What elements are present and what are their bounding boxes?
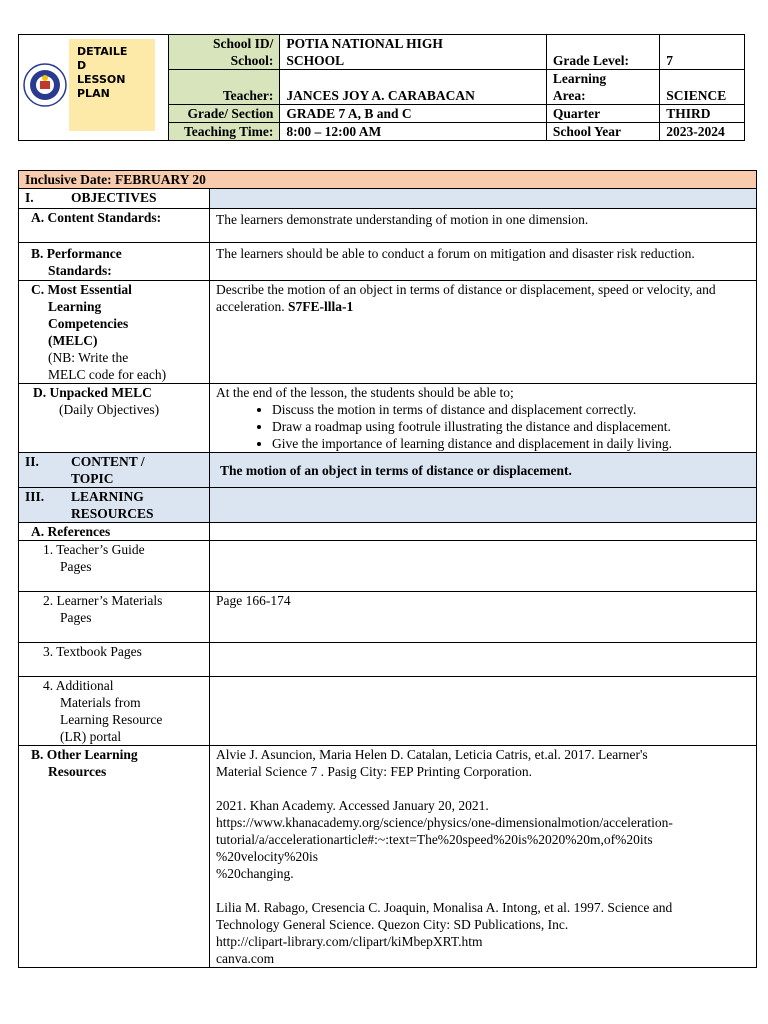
header-table (18, 34, 745, 141)
school-label: School ID/ School: (169, 35, 280, 70)
references-label: A. References (19, 523, 210, 541)
ref-additional-materials-label: 4. Additional Materials from Learning Resource (LR) portal (19, 677, 210, 746)
grade-section-value: GRADE 7 A, B and C (280, 105, 547, 123)
inclusive-date: Inclusive Date: FEBRUARY 20 (19, 171, 757, 189)
reference-entry: 2021. Khan Academy. Accessed January 20, 2021. https://www.khanacademy.org/science/physics/one-dimensionalmotion/acceleration- tutorial/a/accelerationarticle#:~:text=The%20speed%20is%2020%20m,of%20its %20velocity%20is %20changing. (216, 798, 673, 881)
ref-textbook-label: 3. Textbook Pages (19, 643, 210, 677)
list-item: • Discuss the motion in terms of distance and displacement correctly. (272, 401, 750, 418)
ref-additional-materials-value (210, 677, 757, 746)
school-value: POTIA NATIONAL HIGH SCHOOL (280, 35, 547, 70)
list-item: • Give the importance of learning distance and displacement in daily living. (272, 435, 750, 452)
teacher-value: JANCES JOY A. CARABACAN (280, 70, 547, 105)
content-heading: II. CONTENT / TOPIC (19, 453, 210, 488)
teaching-time-label: Teaching Time: (169, 123, 280, 141)
resources-heading: III. LEARNING RESOURCES (19, 488, 210, 523)
performance-standards-value: The learners should be able to conduct a forum on mitigation and disaster risk reduction. (210, 243, 757, 281)
performance-standards-label: B. Performance Standards: (19, 243, 210, 281)
ref-teachers-guide-value (210, 541, 757, 592)
other-resources-label: B. Other Learning Resources (19, 746, 210, 968)
learning-area-label: Learning Area: (546, 70, 659, 105)
quarter-value: THIRD (660, 105, 745, 123)
reference-entry: Lilia M. Rabago, Cresencia C. Joaquin, Monalisa A. Intong, et al. 1997. Science and Technology General Science. Quezon City: SD Publications, Inc. http://clipart-library.com/clipart/kiMbepXRT.htm canva.com (216, 900, 673, 966)
content-value: The motion of an object in terms of distance or displacement. (210, 453, 757, 488)
ref-learners-materials-value: Page 166-174 (210, 592, 757, 643)
quarter-label: Quarter (546, 105, 659, 123)
objectives-heading: I. OBJECTIVES (19, 189, 210, 209)
grade-level-value: 7 (660, 35, 745, 70)
ref-textbook-value (210, 643, 757, 677)
ref-teachers-guide-label: 1. Teacher’s Guide Pages (19, 541, 210, 592)
melc-code: S7FE-llla-1 (287, 299, 354, 314)
unpacked-melc-value: At the end of the lesson, the students should be able to; • Discuss the motion in terms of distance and displacement correctly. • Draw a roadmap using footrule illustrating the distance and displacement. • Give the importance of learning distance and displacement in daily living. (210, 384, 757, 453)
content-standards-value: The learners demonstrate understanding of motion in one dimension. (210, 209, 757, 243)
grade-level-label: Grade Level: (546, 35, 659, 70)
references-blank (210, 523, 757, 541)
unpacked-melc-label: D. Unpacked MELC (Daily Objectives) (19, 384, 210, 453)
melc-value: Describe the motion of an object in terms of distance or displacement, speed or velocity, and acceleration. S7FE-llla-1 (210, 281, 757, 384)
school-year-value: 2023-2024 (660, 123, 745, 141)
learning-area-value: SCIENCE (660, 70, 745, 105)
other-resources-value (210, 746, 757, 968)
grade-section-label: Grade/ Section (169, 105, 280, 123)
resources-blank (210, 488, 757, 523)
logo-cell (19, 35, 169, 141)
deped-seal-icon (23, 63, 67, 107)
daily-objectives-list (216, 401, 750, 452)
content-standards-label: A. Content Standards: (19, 209, 210, 243)
ref-learners-materials-label: 2. Learner’s Materials Pages (19, 592, 210, 643)
melc-label: C. Most Essential Learning Competencies (MELC) (NB: Write the MELC code for each) (19, 281, 210, 384)
teacher-label: Teacher: (169, 70, 280, 105)
lesson-plan-table (18, 170, 757, 968)
list-item: • Draw a roadmap using footrule illustrating the distance and displacement. (272, 418, 750, 435)
school-year-label: School Year (546, 123, 659, 141)
objectives-blank (210, 189, 757, 209)
lesson-plan-title: DETAILE D LESSON PLAN (69, 39, 155, 131)
teaching-time-value: 8:00 – 12:00 AM (280, 123, 547, 141)
reference-entry: Alvie J. Asuncion, Maria Helen D. Catalan, Leticia Catris, et.al. 2017. Learner's Material Science 7 . Pasig City: FEP Printing Corporation. (216, 747, 648, 779)
